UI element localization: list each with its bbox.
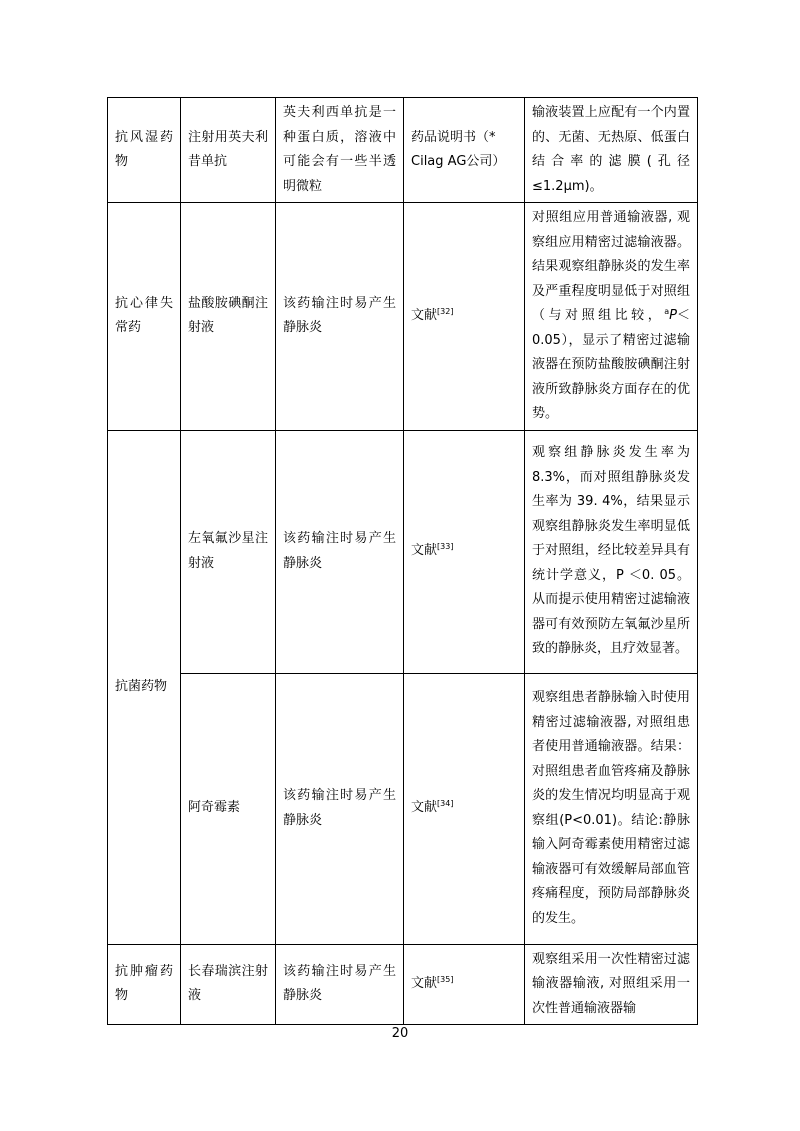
source-cell [404,203,525,431]
table-row [108,203,698,431]
drug-cell: 长春瑞滨注射液 [181,944,276,1025]
source-cell [404,944,525,1025]
source-cell [404,673,525,944]
issue-cell: 英夫利西单抗是一种蛋白质，溶液中可能会有一些半透明微粒 [276,98,404,203]
note-cell: 观察组静脉炎发生率为8.3%，而对照组静脉炎发生率为 39. 4%，结果显示观察组静脉炎发生率明显低于对照组，经比较差异具有统计学意义，P ＜0. 05。从而提示使用精密过滤输液器可有效预防左氧氟沙星所致的静脉炎，且疗效显著。 [525,430,698,673]
reference-marker: [35] [437,975,454,984]
table-row [108,673,698,944]
drug-cell: 阿奇霉素 [181,673,276,944]
source-cell: 药品说明书（* Cilag AG公司） [404,98,525,203]
issue-cell: 该药输注时易产生静脉炎 [276,673,404,944]
category-cell: 抗肿瘤药物 [108,944,181,1025]
source-text: 文献 [411,543,438,559]
page-number: 20 [391,1026,409,1041]
note-text: ＜0.05），显示了精密过滤输液器在预防盐酸胺碘酮注射液所致静脉炎方面存在的优势。 [532,308,690,421]
source-text: 文献 [411,800,438,816]
source-text: 文献 [411,976,438,991]
category-cell: 抗心律失常药 [108,203,181,431]
drug-cell: 注射用英夫利昔单抗 [181,98,276,203]
note-cell: 观察组患者静脉输入时使用精密过滤输液器, 对照组患者使用普通输液器。结果：对照组患者血管疼痛及静脉炎的发生情况均明显高于观察组(P<0.01)。结论:静脉输入阿奇霉素使用精密过滤输液器可有效缓解局部血管疼痛程度，预防局部静脉炎的发生。 [525,673,698,944]
table-row [108,944,698,1025]
drug-cell: 盐酸胺碘酮注射液 [181,203,276,431]
reference-marker: [32] [437,307,454,316]
superscript-marker: a [664,307,670,316]
table-row [108,430,698,673]
reference-marker: [34] [437,799,454,809]
issue-cell: 该药输注时易产生静脉炎 [276,203,404,431]
category-cell: 抗菌药物 [108,430,181,944]
issue-cell: 该药输注时易产生静脉炎 [276,430,404,673]
drug-cell: 左氧氟沙星注射液 [181,430,276,673]
category-cell: 抗风湿药物 [108,98,181,203]
issue-cell: 该药输注时易产生静脉炎 [276,944,404,1025]
source-text: 文献 [411,308,438,323]
p-symbol: P [669,308,677,323]
drug-filter-table [107,97,698,1025]
note-text: 对照组应用普通输液器, 观察组应用精密过滤输液器。结果观察组静脉炎的发生率及严重程度明显低于对照组（与对照组比较， [532,210,690,323]
note-cell: 观察组采用一次性精密过滤输液器输液, 对照组采用一次性普通输液器输 [525,944,698,1025]
table-row [108,98,698,203]
note-cell [525,203,698,431]
reference-marker: [33] [437,542,454,552]
source-cell [404,430,525,673]
note-cell: 输液装置上应配有一个内置的、无菌、无热原、低蛋白结合率的滤膜(孔径≤1.2μm)。 [525,98,698,203]
